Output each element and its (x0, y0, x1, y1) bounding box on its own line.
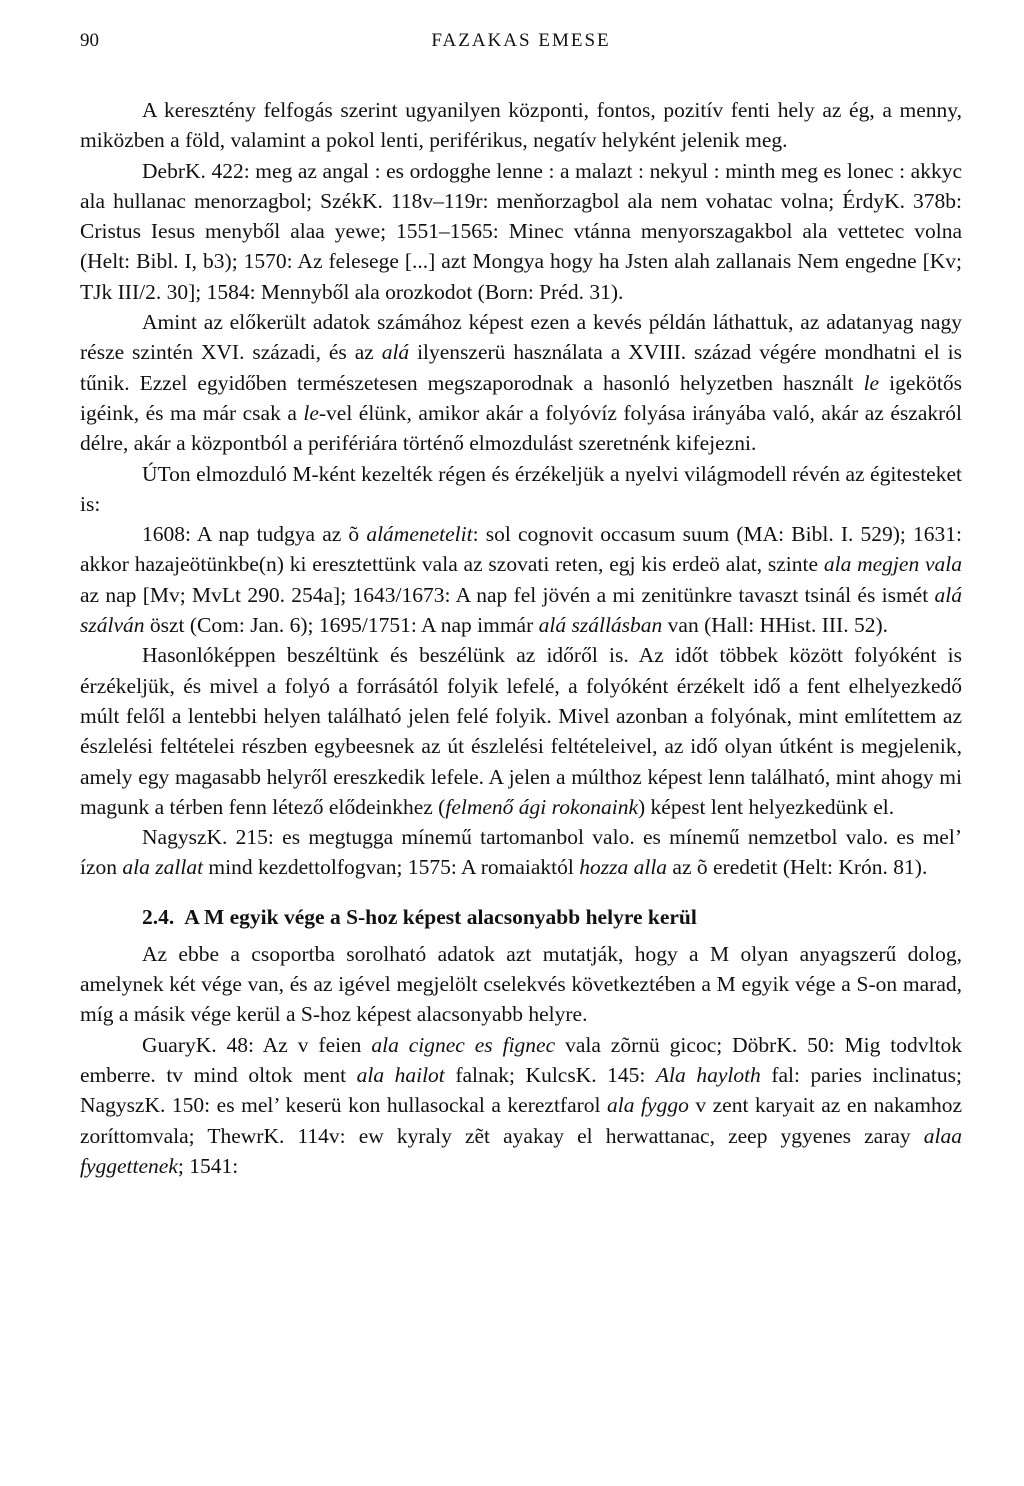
page-body (80, 95, 962, 1181)
paragraph: ÚTon elmozduló M-ként kezelték régen és érzékeljük a nyelvi világmodell révén az égitesteket is: (80, 461, 962, 516)
page-header (80, 30, 962, 60)
section-number: 2.4. (142, 904, 175, 929)
citation-paragraph: GuaryK. 48: Az v feien ala cignec es fignec vala zõrnü gicoc; DöbrK. 50: Mig todvltok emberre. tv mind oltok ment ala hailot falnak; KulcsK. 145: Ala hayloth fal: paries inclinatus; NagyszK. 150: es mel’ keserü kon hullasockal a kereztfarol ala fyggo v zent karyait az en nakamhoz zoríttomvala; ThewrK. 114v: ew kyraly zẽt ayakay el herwattanac, zeep ygyenes zaray alaa fyggettenek; 1541: (80, 1032, 963, 1178)
section-heading (80, 903, 962, 931)
citation-paragraph: DebrK. 422: meg az angal : es ordogghe lenne : a malazt : nekyul : minth meg es lonec : akkyc ala hullanac menorzagbol; SzékK. 118v–119r: menňorzagbol ala nem vohatac volna; ÉrdyK. 378b: Cristus Iesus menyből alaa yewe; 1551–1565: Minec vtánna menyorszagakbol ala vettetec volna (Helt: Bibl. I, b3); 1570: Az felesege [...] azt Mongya hogy ha Jsten alah zallanais Nem engedne [Kv; TJk III/2. 30]; 1584: Mennyből ala orozkodot (Born: Préd. 31). (80, 158, 962, 304)
running-title: FAZAKAS EMESE (431, 30, 611, 51)
paragraph: Hasonlóképpen beszéltünk és beszélünk az időről is. Az időt többek között folyóként is érzékeljük, és mivel a folyó a forrásától folyik lefelé, a folyóként érzékelt idő a fent elhelyezkedő múlt felől a lentebbi helyen található jelen felé folyik. Mivel azonban a folyónak, mint említettem az észlelési feltételei részben egybeesnek az út észlelési feltételeivel, az idő olyan útként is megjelenik, amely egy magasabb helyről ereszkedik lefele. A jelen a múlthoz képest lenn található, mint ahogy mi magunk a térben fenn létező elődeinkhez (felmenő ági rokonaink) képest lent helyezkedünk el. (80, 643, 962, 819)
citation-paragraph: 1608: A nap tudgya az õ alámenetelit: sol cognovit occasum suum (MA: Bibl. I. 529); 1631: akkor hazajeötünkbe(n) ki eresztettünk vala az szovati reten, egj kis erdeö alat, szinte ala megjen vala az nap [Mv; MvLt 290. 254a]; 1643/1673: A nap fel jövén a mi zenitünkre tavaszt tsinál és ismét alá szálván öszt (Com: Jan. 6); 1695/1751: A nap immár alá szállásban van (Hall: HHist. III. 52). (80, 522, 962, 638)
paragraph: Az ebbe a csoportba sorolható adatok azt mutatják, hogy a M olyan anyagszerű dolog, amelynek két vége van, és az igével megjelölt cselekvés következtében a M egyik vége a S-on marad, míg a másik vége kerül a S-hoz képest alacsonyabb helyre. (80, 941, 962, 1027)
paragraph: Amint az előkerült adatok számához képest ezen a kevés példán láthattuk, az adatanyag nagy része szintén XVI. századi, és az alá ilyenszerü használata a XVIII. század végére mondhatni el is tűnik. Ezzel egyidőben természetesen megszaporodnak a hasonló helyzetben használt le igekötős igéink, és ma már csak a le-vel élünk, amikor akár a folyóvíz folyása irányába való, akár az északról délre, akár a központból a perifériára történő elmozdulást szeretnénk kifejezni. (80, 310, 963, 456)
page-number: 90 (80, 30, 99, 51)
citation-paragraph: NagyszK. 215: es megtugga mínemű tartomanbol valo. es mínemű nemzetbol valo. es mel’ ízon ala zallat mind kezdettolfogvan; 1575: A romaiaktól hozza alla az õ eredetit (Helt: Krón. 81). (80, 825, 962, 880)
section-title: A M egyik vége a S-hoz képest alacsonyabb helyre kerül (184, 904, 697, 929)
paragraph: A keresztény felfogás szerint ugyanilyen központi, fontos, pozitív fenti hely az ég, a menny, miközben a föld, valamint a pokol lenti, periférikus, negatív helyként jelenik meg. (80, 98, 962, 153)
